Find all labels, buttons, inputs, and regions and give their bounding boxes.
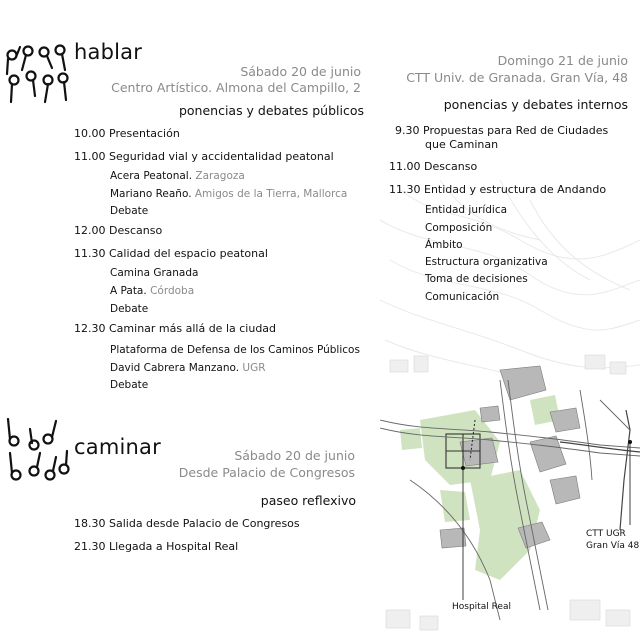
caminar-place: Desde Palacio de Congresos: [178, 465, 355, 480]
item-title: Llegada a Hospital Real: [109, 540, 239, 553]
caminar-logo-icon: [4, 415, 70, 487]
hablar-item-3-sub-1: [110, 284, 194, 298]
item-title: Calidad del espacio peatonal: [109, 247, 268, 260]
hablar-item-4-sub-1: [110, 361, 266, 375]
item-time: 21.30: [74, 540, 106, 553]
caminar-date: Sábado 20 de junio: [234, 448, 355, 463]
caminar-item-0: [74, 517, 300, 531]
speaker-name: Debate: [110, 303, 149, 315]
domingo-sub-2: Ámbito: [425, 239, 463, 251]
hablar-logo-icon: [4, 40, 70, 114]
hablar-item-3-sub-2: [110, 302, 148, 316]
hablar-section-title: ponencias y debates públicos: [178, 103, 364, 118]
speaker-name: Acera Peatonal.: [110, 170, 193, 182]
domingo-place: CTT Univ. de Granada. Gran Vía, 48: [406, 70, 628, 85]
hablar-item-2: [74, 224, 162, 238]
item-title: Propuestas para Red de Ciudades: [423, 124, 609, 137]
speaker-org: Amigos de la Tierra, Mallorca: [194, 188, 348, 200]
item-time: 11.30: [389, 183, 421, 196]
map-label-hospital: Hospital Real: [452, 602, 511, 612]
hablar-item-3: [74, 247, 268, 261]
item-time: 9.30: [395, 124, 420, 137]
item-time: 10.00: [74, 127, 106, 140]
hablar-title: hablar: [74, 40, 143, 64]
hablar-item-4: [74, 322, 276, 336]
item-time: 11.30: [74, 247, 106, 260]
caminar-section-title: paseo reflexivo: [260, 493, 356, 508]
hablar-item-0: [74, 127, 180, 141]
domingo-sub-1: Composición: [425, 222, 493, 234]
hablar-item-4-sub-2: [110, 378, 148, 392]
speaker-name: Mariano Reaño.: [110, 188, 192, 200]
caminar-title: caminar: [74, 435, 161, 459]
domingo-item-0: [395, 124, 608, 138]
item-title: Seguridad vial y accidentalidad peatonal: [109, 150, 334, 163]
item-title: Descanso: [109, 224, 163, 237]
speaker-org: UGR: [242, 362, 266, 374]
hablar-item-1-sub-1: [110, 187, 347, 201]
speaker-org: Zaragoza: [195, 170, 245, 182]
item-time: 12.30: [74, 322, 106, 335]
map-label-ctt: CTT UGR: [586, 529, 626, 539]
domingo-date: Domingo 21 de junio: [497, 53, 628, 68]
item-title: Salida desde Palacio de Congresos: [109, 517, 300, 530]
map-label-granvia: Gran Vía 48: [586, 541, 640, 551]
item-time: 11.00: [74, 150, 106, 163]
caminar-item-1: [74, 540, 238, 554]
domingo-section-title: ponencias y debates internos: [443, 97, 628, 112]
speaker-name: Camina Granada: [110, 267, 199, 279]
domingo-sub-0: Entidad jurídica: [425, 204, 508, 216]
item-title: Descanso: [424, 160, 478, 173]
item-time: 11.00: [389, 160, 421, 173]
speaker-org: Córdoba: [150, 285, 195, 297]
hablar-item-1-sub-0: [110, 169, 245, 183]
domingo-sub-4: Toma de decisiones: [425, 273, 528, 285]
speaker-name: A Pata.: [110, 285, 147, 297]
domingo-sub-3: Estructura organizativa: [425, 256, 548, 268]
hablar-date: Sábado 20 de junio: [240, 64, 361, 79]
item-time: 12.00: [74, 224, 106, 237]
speaker-name: Debate: [110, 205, 149, 217]
hablar-item-4-sub-0: [110, 343, 360, 357]
item-time: 18.30: [74, 517, 106, 530]
domingo-item-0-line2: que Caminan: [425, 138, 499, 151]
hablar-item-1-sub-2: [110, 204, 148, 218]
hablar-item-1: [74, 150, 334, 164]
domingo-sub-5: Comunicación: [425, 291, 500, 303]
speaker-name: Debate: [110, 379, 149, 391]
speaker-name: David Cabrera Manzano.: [110, 362, 240, 374]
hablar-item-3-sub-0: [110, 266, 198, 280]
hablar-place: Centro Artístico. Almona del Campillo, 2: [111, 80, 361, 95]
city-map: [380, 180, 640, 638]
domingo-item-1: [389, 160, 477, 174]
item-title: Presentación: [109, 127, 180, 140]
item-title: Caminar más allá de la ciudad: [109, 322, 277, 335]
domingo-item-2: [389, 183, 606, 197]
item-title: Entidad y estructura de Andando: [424, 183, 607, 196]
speaker-name: Plataforma de Defensa de los Caminos Públicos: [110, 344, 360, 356]
